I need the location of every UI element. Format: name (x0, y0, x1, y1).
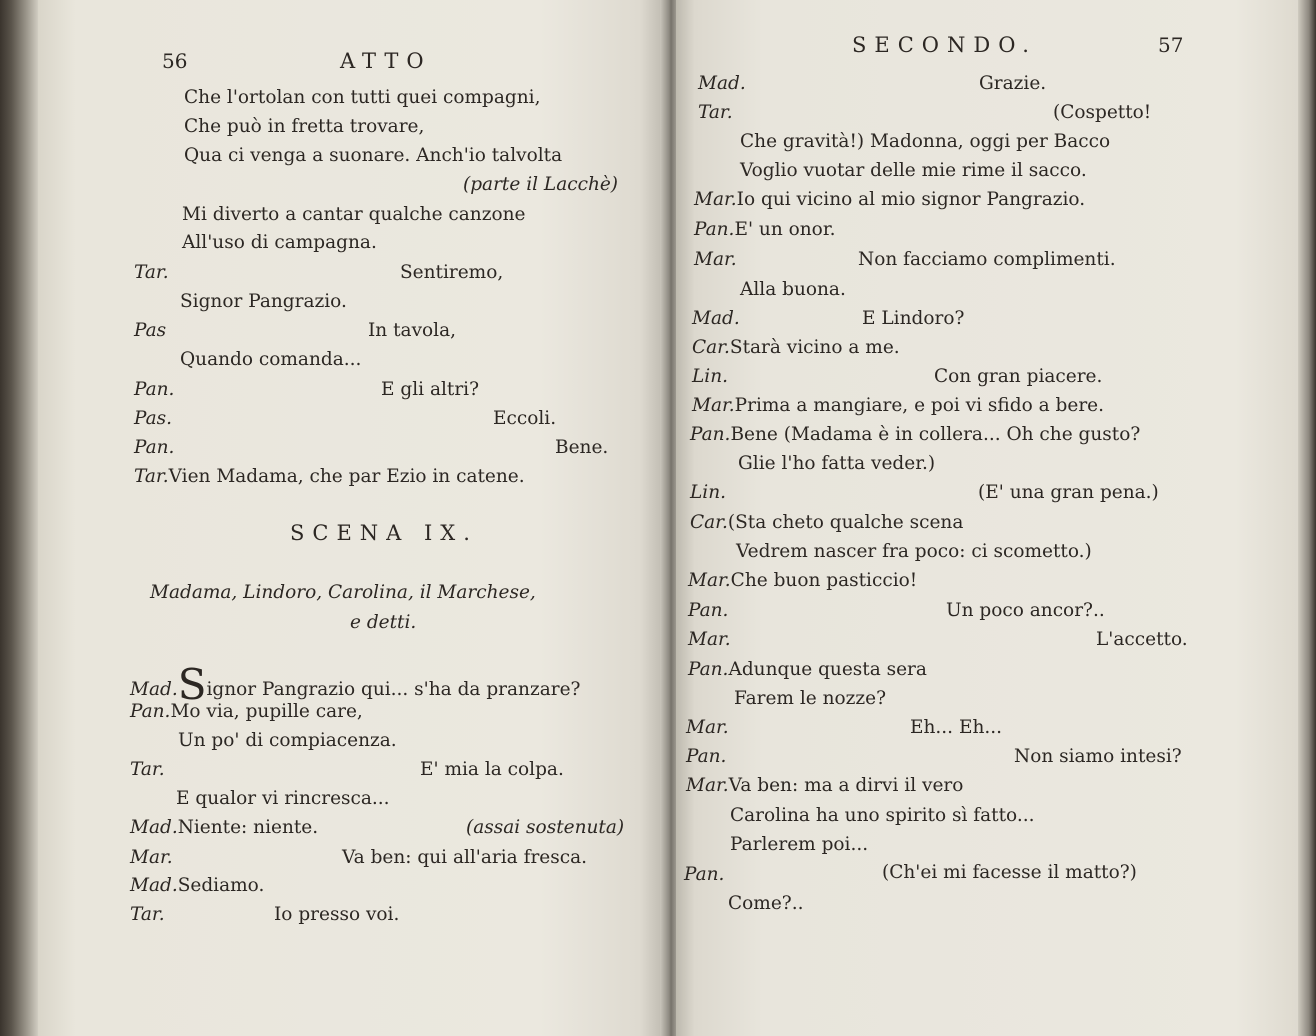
verse-line: Grazie. (979, 73, 1047, 94)
verse-line: E' mia la colpa. (420, 759, 564, 780)
verse-line (134, 466, 525, 488)
verse-line (130, 660, 581, 709)
speaker-label: Pan. (690, 424, 731, 445)
verse-line (692, 395, 1104, 417)
speaker-label: Pan. (688, 659, 729, 680)
speaker-label: Tar. (134, 262, 169, 283)
verse-line: Eh... Eh... (910, 717, 1003, 738)
verse-line: E gli altri? (381, 379, 480, 400)
running-head: SECONDO. (852, 33, 1037, 57)
stage-direction: (assai sostenuta) (466, 817, 625, 838)
verse-line: Sentiremo, (400, 262, 504, 283)
speaker-label: Tar. (130, 759, 165, 780)
left-page (38, 0, 665, 1036)
verse-text: Che buon pasticcio! (730, 570, 918, 591)
verse-line: Un po' di compiacenza. (178, 730, 397, 751)
verse-line (130, 701, 363, 723)
speaker-label: Mad. (698, 73, 746, 94)
verse-line: (E' una gran pena.) (978, 482, 1159, 503)
verse-line: Che può in fretta trovare, (184, 116, 425, 137)
speaker-label: Pan. (686, 746, 727, 767)
verse-line: All'uso di campagna. (182, 232, 377, 253)
speaker-label: Mad. (130, 817, 178, 838)
speaker-label: Lin. (690, 482, 726, 503)
verse-line: Glie l'ho fatta veder.) (738, 453, 936, 474)
book-right-edge (1298, 0, 1316, 1036)
verse-line: Quando comanda... (180, 349, 362, 370)
verse-text: Niente: niente. (177, 817, 319, 838)
verse-line: (Cospetto! (1053, 102, 1152, 123)
speaker-label: Mar. (692, 395, 735, 416)
verse-line: Vedrem nascer fra poco: ci scometto.) (736, 541, 1092, 562)
drop-cap: S (177, 660, 207, 709)
verse-text: E' un onor. (734, 219, 836, 240)
verse-line: Un poco ancor?.. (946, 600, 1105, 621)
verse-line: E qualor vi rincresca... (176, 788, 390, 809)
speaker-label: Pan. (694, 219, 735, 240)
verse-line: Va ben: qui all'aria fresca. (342, 847, 587, 868)
speaker-label: Car. (690, 512, 728, 533)
speaker-label: Pan. (134, 379, 175, 400)
speaker-label: Tar. (130, 904, 165, 925)
verse-line: Eccoli. (493, 408, 557, 429)
speaker-label: Pan. (134, 437, 175, 458)
verse-line: Signor Pangrazio. (180, 291, 347, 312)
verse-text: Va ben: ma a dirvi il vero (728, 775, 964, 796)
speaker-label: Mad. (692, 308, 740, 329)
verse-line (694, 219, 836, 241)
verse-text: Bene (Madama è in collera... Oh che gusto? (730, 424, 1141, 445)
verse-line (688, 659, 927, 681)
scene-heading: SCENA IX. (290, 521, 478, 545)
verse-line: Che gravità!) Madonna, oggi per Bacco (740, 131, 1111, 152)
speaker-label: Mar. (688, 570, 731, 591)
verse-line: Farem le nozze? (734, 688, 886, 709)
verse-line (692, 337, 900, 359)
page-number: 56 (162, 49, 188, 73)
speaker-label: Mar. (130, 847, 173, 868)
verse-line: Carolina ha uno spirito sì fatto... (730, 805, 1035, 826)
speaker-label: Pas (134, 320, 167, 341)
speaker-label: Mad. (130, 875, 178, 896)
verse-text: Vien Madama, che par Ezio in catene. (168, 466, 525, 487)
verse-line: Alla buona. (740, 279, 846, 300)
verse-line (690, 424, 1140, 446)
stage-direction: (parte il Lacchè) (463, 174, 619, 195)
verse-line: Parlerem poi... (730, 834, 869, 855)
verse-line: In tavola, (368, 320, 456, 341)
verse-line: (Ch'ei mi facesse il matto?) (882, 862, 1137, 883)
speaker-label: Mad. (130, 679, 178, 700)
verse-line (686, 775, 963, 797)
verse-text: Starà vicino a me. (729, 337, 900, 358)
verse-line (130, 817, 318, 839)
speaker-label: Pan. (684, 864, 725, 885)
speaker-label: Car. (692, 337, 730, 358)
verse-line: Bene. (555, 437, 609, 458)
book-left-edge (0, 0, 38, 1036)
verse-line (694, 189, 1085, 211)
verse-line (688, 570, 917, 592)
speaker-label: Pas. (134, 408, 173, 429)
verse-text: Io qui vicino al mio signor Pangrazio. (736, 189, 1086, 210)
verse-text: Sediamo. (177, 875, 265, 896)
verse-line: Qua ci venga a suonare. Anch'io talvolta (184, 145, 563, 166)
verse-line (130, 875, 264, 897)
cast-list: e detti. (350, 612, 417, 633)
verse-line: Voglio vuotar delle mie rime il sacco. (740, 160, 1087, 181)
verse-line: Con gran piacere. (934, 366, 1103, 387)
verse-text: Adunque questa sera (728, 659, 927, 680)
verse-text: (Sta cheto qualche scena (727, 512, 964, 533)
verse-line: Che l'ortolan con tutti quei compagni, (184, 87, 541, 108)
verse-line: L'accetto. (1096, 629, 1188, 650)
verse-line: E Lindoro? (862, 308, 965, 329)
speaker-label: Pan. (688, 600, 729, 621)
right-page (676, 0, 1298, 1036)
speaker-label: Mar. (694, 189, 737, 210)
speaker-label: Mar. (694, 249, 737, 270)
speaker-label: Pan. (130, 701, 171, 722)
verse-text: Prima a mangiare, e poi vi sfido a bere. (734, 395, 1104, 416)
speaker-label: Lin. (692, 366, 728, 387)
speaker-label: Mar. (686, 775, 729, 796)
running-head: ATTO (340, 49, 432, 73)
verse-line (690, 512, 963, 534)
speaker-label: Mar. (686, 717, 729, 738)
verse-line: Non facciamo complimenti. (858, 249, 1116, 270)
verse-line: Come?.. (728, 893, 804, 914)
speaker-label: Tar. (698, 102, 733, 123)
cast-list: Madama, Lindoro, Carolina, il Marchese, (150, 582, 536, 603)
verse-line: Non siamo intesi? (1014, 746, 1182, 767)
verse-line: Mi diverto a cantar qualche canzone (182, 204, 526, 225)
verse-line: Io presso voi. (274, 904, 400, 925)
speaker-label: Tar. (134, 466, 169, 487)
page-number: 57 (1158, 33, 1184, 57)
speaker-label: Mar. (688, 629, 731, 650)
verse-text: ignor Pangrazio qui... s'ha da pranzare? (206, 679, 581, 700)
verse-text: Mo via, pupille care, (170, 701, 363, 722)
